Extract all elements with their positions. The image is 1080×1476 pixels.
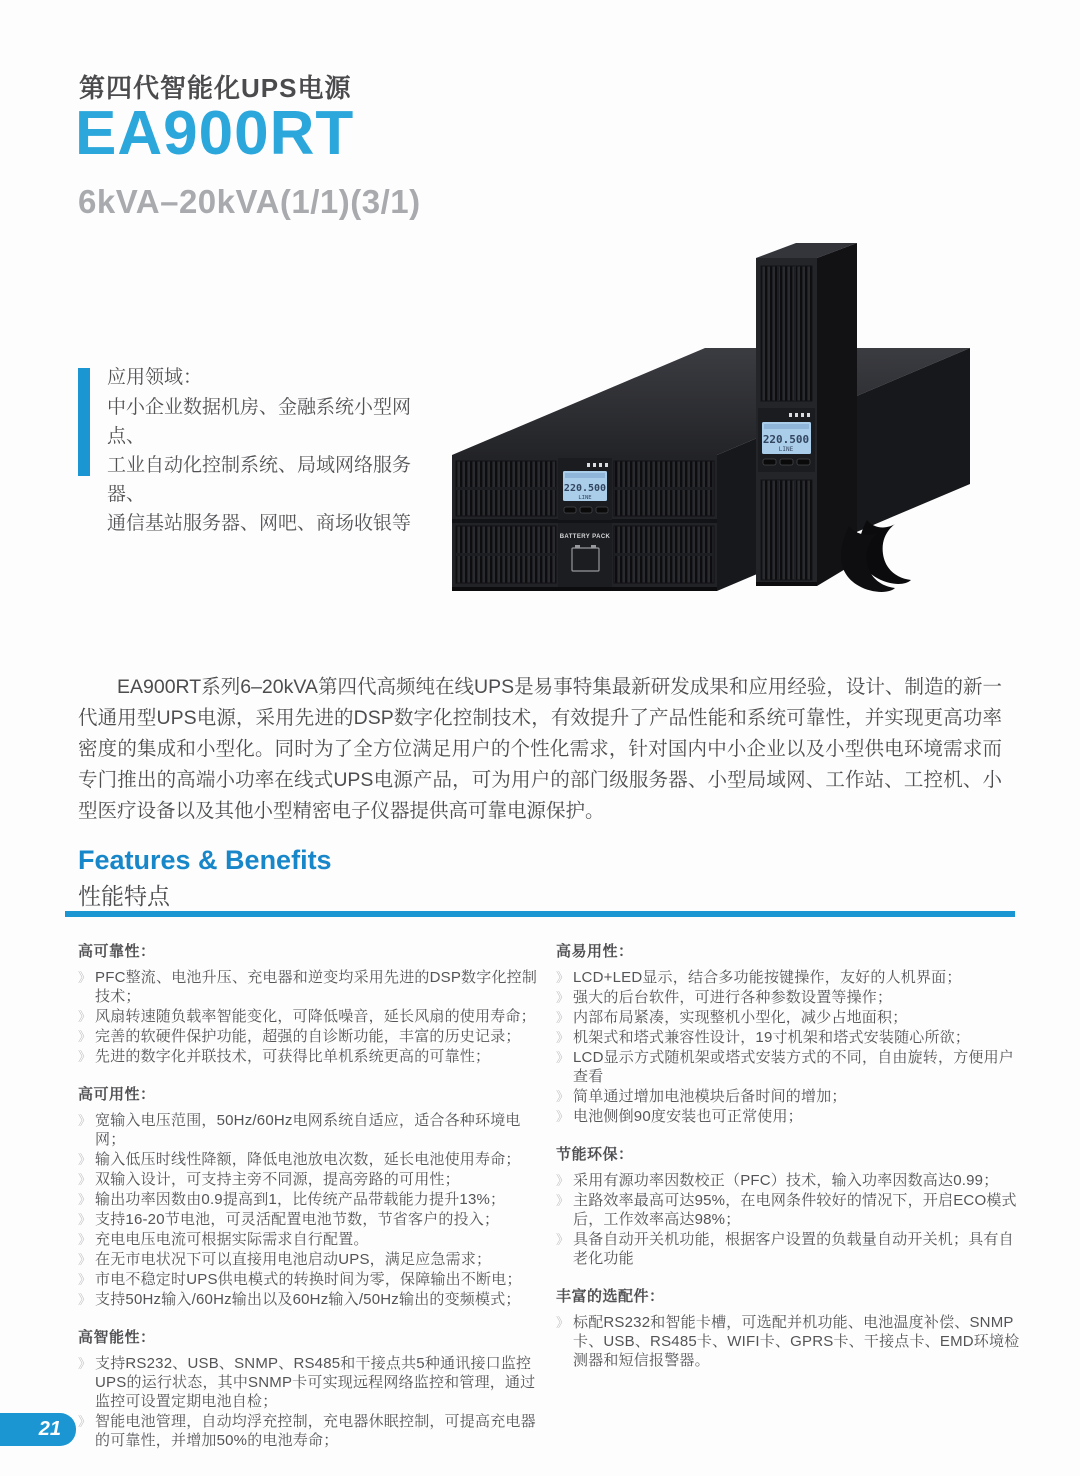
chevron-bullet-icon: 》: [78, 1172, 92, 1187]
rack-lcd-panel: [558, 458, 612, 520]
battery-pack-panel: [558, 523, 612, 587]
feature-item-text: 采用有源功率因数校正（PFC）技术，输入功率因数高达0.99；: [573, 1172, 999, 1189]
feature-item: [556, 1008, 1021, 1027]
feature-item-text: 输出功率因数由0.9提高到1，比传统产品带载能力提升13%；: [95, 1191, 506, 1208]
feature-item: [78, 1210, 543, 1229]
feature-item: [78, 1230, 543, 1249]
feature-section-heading: 高可用性：: [78, 1086, 156, 1103]
feature-item: [78, 1290, 543, 1309]
feature-item-text: 具备自动开关机功能，根据客户设置的负载量自动开关机；具有自老化功能: [573, 1231, 1014, 1267]
features-title-zh: 性能特点: [78, 883, 170, 909]
feature-section-heading: 丰富的选配件：: [556, 1288, 665, 1305]
chevron-bullet-icon: 》: [78, 1192, 92, 1207]
tower-lcd-panel: [758, 408, 815, 472]
chevron-bullet-icon: 》: [78, 1272, 92, 1287]
feature-item: [78, 1150, 543, 1169]
battery-pack-label: BATTERY PACK: [559, 534, 611, 540]
chevron-bullet-icon: 》: [556, 1089, 570, 1104]
feature-item: [78, 1250, 543, 1269]
feature-item-text: 支持16-20节电池，可灵活配置电池节数，节省客户的投入；: [95, 1211, 500, 1228]
feature-section-heading: 高易用性：: [556, 943, 634, 960]
chevron-bullet-icon: 》: [78, 1232, 92, 1247]
product-image: [425, 230, 980, 648]
feature-item: [78, 1047, 543, 1066]
chevron-bullet-icon: 》: [78, 1212, 92, 1227]
feature-item: [78, 1270, 543, 1289]
features-title-en: Features & Benefits: [78, 845, 332, 875]
feature-section: [556, 1285, 1021, 1370]
feature-item-text: 市电不稳定时UPS供电模式的转换时间为零，保障输出不断电；: [95, 1271, 522, 1288]
chevron-bullet-icon: 》: [78, 1152, 92, 1167]
feature-item: [78, 968, 543, 1006]
feature-item-text: 机架式和塔式兼容性设计，19寸机架和塔式安装随心所欲；: [573, 1029, 971, 1046]
feature-section: [78, 940, 543, 1066]
feature-item-text: 充电电压电流可根据实际需求自行配置。: [95, 1231, 369, 1248]
feature-item: [556, 1028, 1021, 1047]
chevron-bullet-icon: 》: [78, 1029, 92, 1044]
feature-section-heading: 高智能性：: [78, 1329, 156, 1346]
feature-item: [78, 1412, 543, 1450]
chevron-bullet-icon: 》: [78, 1049, 92, 1064]
feature-item: [556, 1048, 1021, 1086]
feature-item-text: PFC整流、电池升压、充电器和逆变均采用先进的DSP数字化控制技术；: [95, 969, 538, 1005]
features-left-column: [78, 940, 543, 1467]
tower-buttons-icon: [763, 459, 810, 465]
accent-bar: [78, 368, 90, 476]
page-number: 21: [38, 1418, 61, 1440]
chevron-bullet-icon: 》: [556, 1315, 570, 1330]
chevron-bullet-icon: 》: [78, 1292, 92, 1307]
tower-lcd-status: LINE: [778, 446, 794, 453]
application-line: 工业自动化控制系统、局域网络服务器、: [107, 455, 412, 505]
tower-lcd-value: 220.500: [762, 433, 810, 446]
feature-item: [556, 1313, 1021, 1370]
chevron-bullet-icon: 》: [556, 970, 570, 985]
chevron-bullet-icon: 》: [556, 1010, 570, 1025]
application-line: 中小企业数据机房、金融系统小型网点、: [107, 397, 412, 447]
feature-item: [78, 1190, 543, 1209]
chevron-bullet-icon: 》: [556, 1050, 570, 1065]
application-heading: 应用领域：: [107, 367, 203, 388]
feature-item-text: 双输入设计，可支持主旁不同源，提高旁路的可用性；: [95, 1171, 460, 1188]
feature-item: [78, 1111, 543, 1149]
feature-item: [78, 1170, 543, 1189]
feature-item-text: 输入低压时线性降额，降低电池放电次数，延长电池使用寿命；: [95, 1151, 521, 1168]
feature-item: [78, 1007, 543, 1026]
feature-item-text: LCD显示方式随机架或塔式安装方式的不同，自由旋转，方便用户查看: [573, 1049, 1015, 1085]
feature-item-text: 支持RS232、USB、SNMP、RS485和干接点共5种通讯接口监控UPS的运行状态，其中SNMP卡可实现远程网络监控和管理，通过监控可设置定期电池自检；: [95, 1355, 536, 1410]
feature-section: [78, 1083, 543, 1309]
feature-item: [556, 1107, 1021, 1126]
chevron-bullet-icon: 》: [78, 970, 92, 985]
application-line: 通信基站服务器、网吧、商场收银等: [107, 513, 412, 534]
feature-item: [78, 1027, 543, 1046]
page-number-badge: [0, 1413, 76, 1446]
feature-item-text: 强大的后台软件，可进行各种参数设置等操作；: [573, 989, 893, 1006]
feature-item-text: 在无市电状况下可以直接用电池启动UPS，满足应急需求；: [95, 1251, 492, 1268]
feature-item: [556, 968, 1021, 987]
rack-ups-unit: [452, 348, 970, 591]
chevron-bullet-icon: 》: [556, 1109, 570, 1124]
feature-item: [556, 988, 1021, 1007]
feature-item-text: 支持50Hz输入/60Hz输出以及60Hz输入/50Hz输出的变频模式；: [95, 1291, 521, 1308]
application-block: [78, 363, 418, 538]
capacity-range: 6kVA–20kVA(1/1)(3/1): [78, 183, 421, 220]
feature-item-text: 主路效率最高可达95%，在电网条件较好的情况下，开启ECO模式后，工作效率高达98%；: [573, 1192, 1017, 1228]
feature-item-text: 标配RS232和智能卡槽，可选配并机功能、电池温度补偿、SNMP卡、USB、RS485卡、WIFI卡、GPRS卡、干接点卡、EMD环境检测器和短信报警器。: [573, 1314, 1020, 1369]
series-title: 第四代智能化UPS电源: [79, 73, 352, 103]
feature-item: [556, 1171, 1021, 1190]
feature-item-text: 先进的数字化并联技术，可获得比单机系统更高的可靠性；: [95, 1048, 491, 1065]
section-divider: [65, 911, 1015, 917]
chevron-bullet-icon: 》: [556, 1193, 570, 1208]
feature-item: [556, 1191, 1021, 1229]
feature-section-heading: 节能环保：: [556, 1146, 634, 1163]
chevron-bullet-icon: 》: [556, 1232, 570, 1247]
chevron-bullet-icon: 》: [556, 1173, 570, 1188]
feature-item-text: 完善的软硬件保护功能，超强的自诊断功能，丰富的历史记录；: [95, 1028, 521, 1045]
application-content: [107, 363, 418, 538]
chevron-bullet-icon: 》: [78, 1009, 92, 1024]
model-title: EA900RT: [75, 99, 355, 168]
rack-lcd-value: 220.500: [563, 483, 607, 494]
feature-section: [78, 1326, 543, 1450]
feature-item-text: 宽输入电压范围，50Hz/60Hz电网系统自适应，适合各种环境电网；: [95, 1112, 521, 1148]
feature-section: [556, 1143, 1021, 1268]
feature-item: [556, 1230, 1021, 1268]
chevron-bullet-icon: 》: [78, 1414, 92, 1429]
feature-item-text: 风扇转速随负载率智能变化，可降低噪音，延长风扇的使用寿命；: [95, 1008, 536, 1025]
chevron-bullet-icon: 》: [556, 990, 570, 1005]
feature-item-text: LCD+LED显示，结合多功能按键操作，友好的人机界面；: [573, 969, 962, 986]
feature-item: [556, 1087, 1021, 1106]
feature-section: [556, 940, 1021, 1126]
feature-item-text: 智能电池管理，自动均浮充控制，充电器休眠控制，可提高充电器的可靠性，并增加50%的电池寿命；: [95, 1413, 536, 1449]
feature-item-text: 简单通过增加电池模块后备时间的增加；: [573, 1088, 847, 1105]
feature-item: [78, 1354, 543, 1411]
application-lines: [107, 393, 418, 538]
intro-paragraph: EA900RT系列6–20kVA第四代高频纯在线UPS是易事特集最新研发成果和应用经验，设计、制造的新一代通用型UPS电源，采用先进的DSP数字化控制技术，有效提升了产品性能和系统可靠性，并实现更高功率密度的集成和小型化。同时为了全方位满足用户的个性化需求，针对国内中小企业以及小型供电环境需求而专门推出的高端小功率在线式UPS电源产品，可为用户的部门级服务器、小型局域网、工作站、工控机、小型医疗设备以及其他小型精密电子仪器提供高可靠电源保护。: [78, 676, 1002, 822]
rack-buttons-icon: [564, 507, 608, 513]
chevron-bullet-icon: 》: [78, 1356, 92, 1371]
feature-section-heading: 高可靠性：: [78, 943, 156, 960]
rack-lcd-status: LINE: [578, 495, 592, 501]
feature-item-text: 内部布局紧凑，实现整机小型化，减少占地面积；: [573, 1009, 908, 1026]
features-right-column: [556, 940, 1021, 1387]
chevron-bullet-icon: 》: [78, 1252, 92, 1267]
chevron-bullet-icon: 》: [556, 1030, 570, 1045]
chevron-bullet-icon: 》: [78, 1113, 92, 1128]
feature-item-text: 电池侧倒90度安装也可正常使用；: [573, 1108, 803, 1125]
